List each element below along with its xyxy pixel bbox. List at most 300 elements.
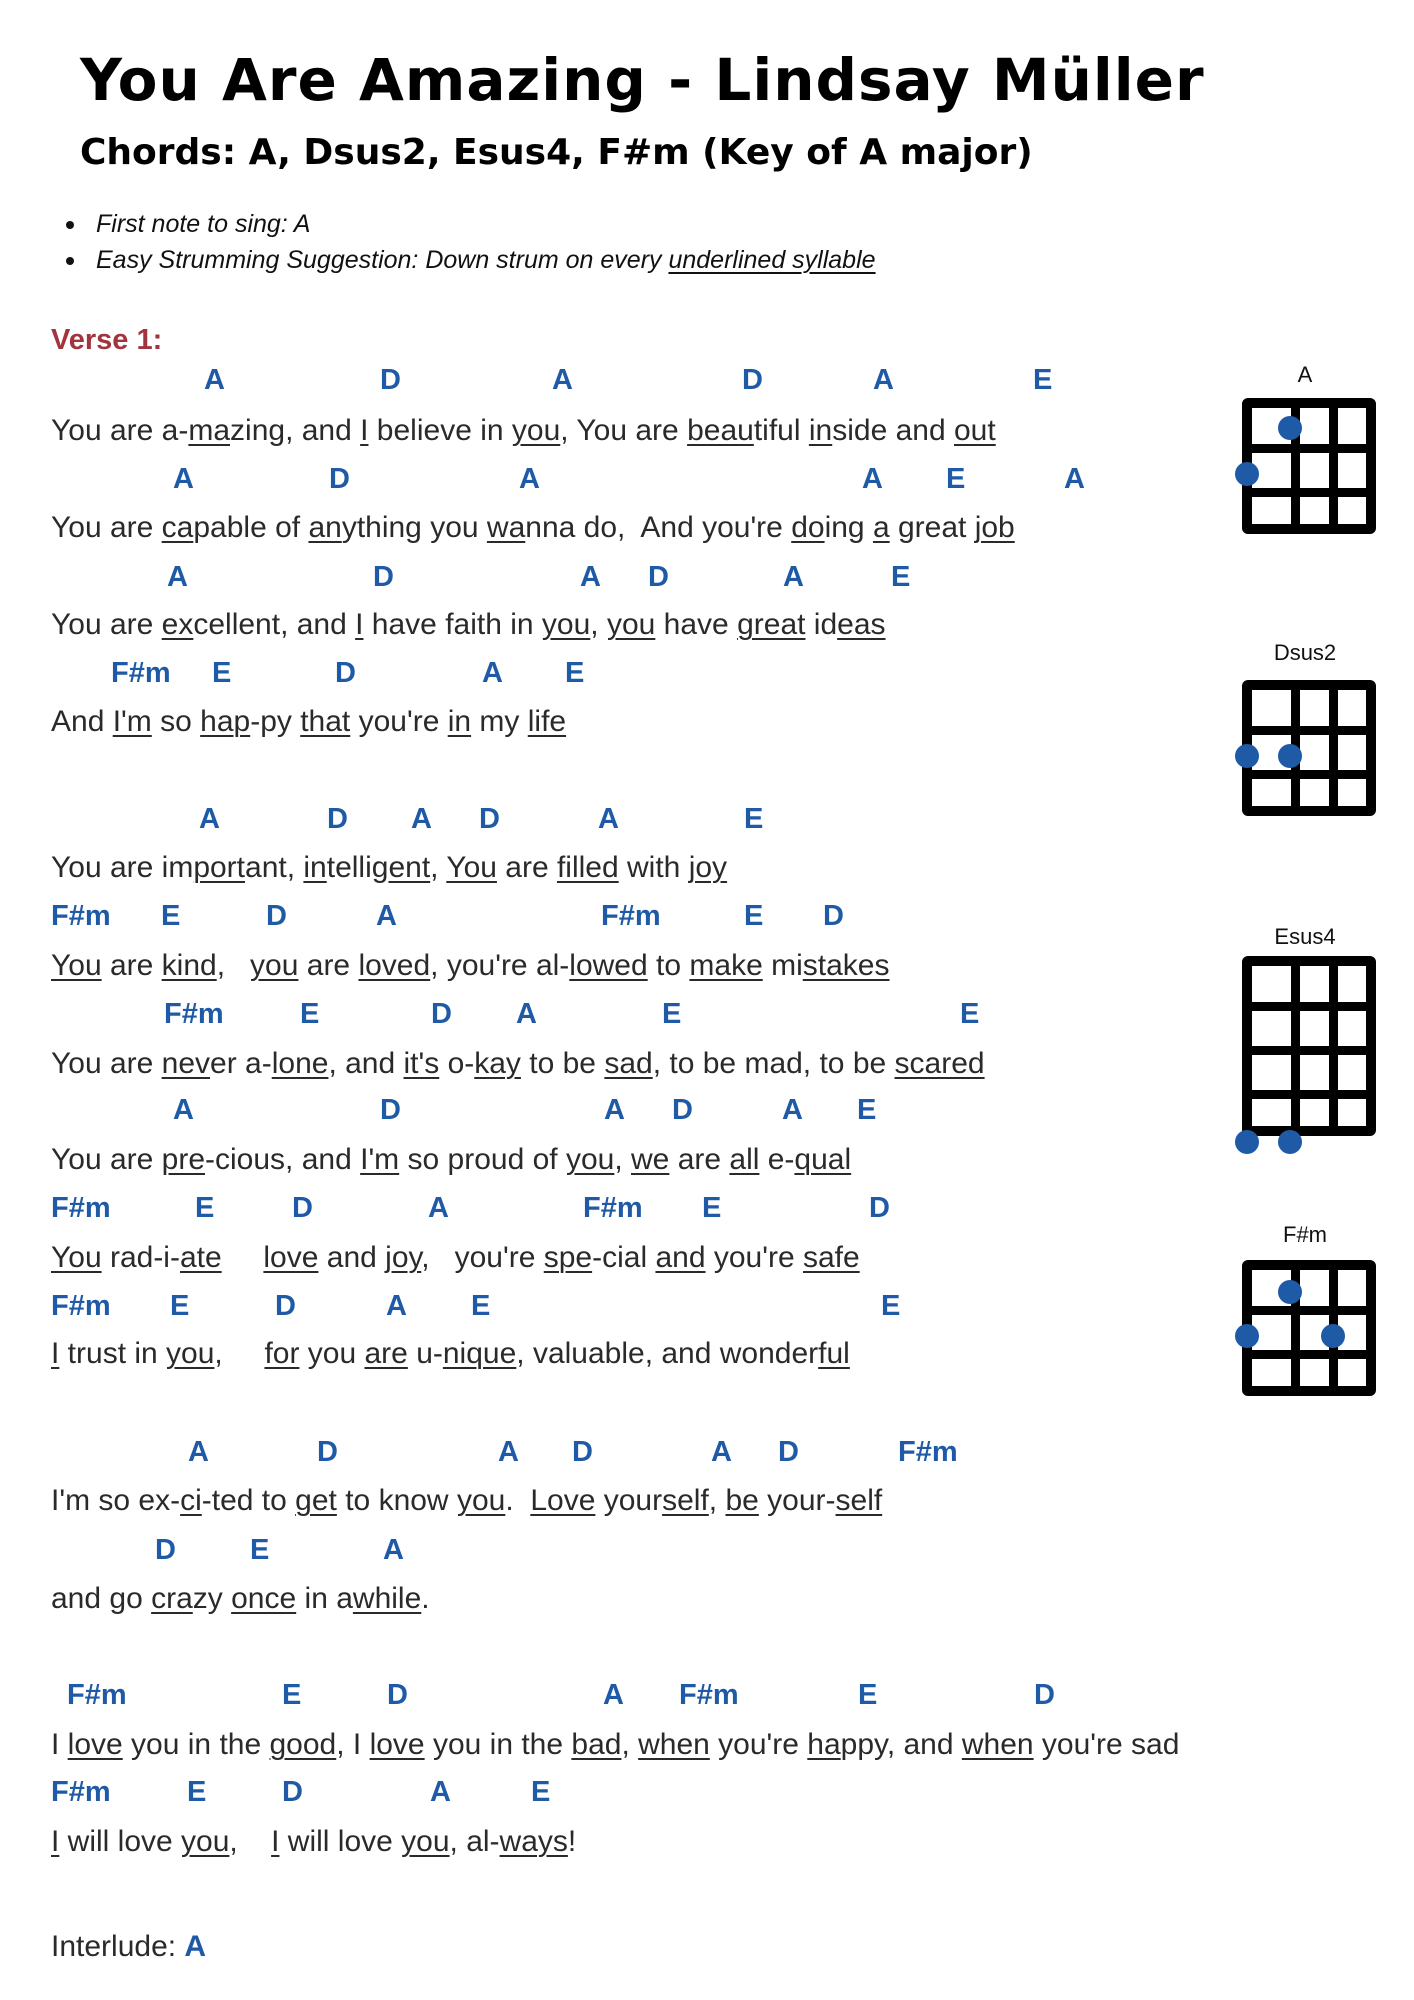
chord-symbol: D	[335, 657, 356, 689]
lyric-line	[51, 414, 996, 448]
chord-row	[0, 900, 1200, 934]
lyric-text: tellig	[326, 851, 389, 884]
strum-underlined-text: underlined syllable	[668, 246, 876, 274]
chord-symbol: E	[662, 998, 682, 1030]
lyric-text: !	[567, 1825, 577, 1858]
lyric-text: .	[505, 1484, 531, 1517]
lyric-text: , I	[336, 1728, 370, 1761]
notes-list	[62, 206, 876, 278]
chord-symbol: E	[282, 1679, 302, 1711]
lyric-text: side and	[832, 414, 954, 447]
chord-symbol: F#m	[111, 657, 171, 689]
strum-syllable: ways	[499, 1825, 568, 1858]
chord-symbol: E	[187, 1776, 207, 1808]
lyric-text: -cial	[592, 1241, 656, 1274]
lyric-text: mi	[762, 949, 803, 982]
strum-syllable: you	[565, 1143, 615, 1176]
song-title: You Are Amazing - Lindsay Müller	[80, 46, 1205, 114]
interlude-chord: A	[184, 1930, 207, 1963]
chord-symbol: A	[498, 1436, 519, 1468]
chord-row	[0, 1094, 1200, 1128]
chord-diagram-label: Esus4	[1274, 924, 1336, 949]
lyric-text: will love	[279, 1825, 402, 1858]
strum-syllable: ful	[818, 1337, 850, 1370]
lyric-text: er a-	[210, 1047, 272, 1080]
strum-syllable: great	[737, 608, 806, 641]
lyric-text: you're sad	[1033, 1728, 1180, 1761]
strum-syllable: be	[725, 1484, 759, 1517]
chord-symbol: A	[598, 803, 619, 835]
lyric-text: I	[51, 1728, 68, 1761]
strum-syllable: bad	[571, 1728, 622, 1761]
finger-dot-icon	[1235, 744, 1259, 768]
chord-symbol: E	[170, 1290, 190, 1322]
lyric-text: zing, and	[230, 414, 361, 447]
lyric-text: ,	[614, 1143, 631, 1176]
strum-syllable: wa	[486, 511, 526, 544]
finger-dot-icon	[1278, 416, 1302, 440]
lyric-text: id	[805, 608, 838, 641]
lyric-text: You are	[51, 1047, 162, 1080]
lyric-text: zy	[192, 1582, 232, 1615]
lyric-text: You are	[51, 1143, 162, 1176]
lyric-line	[51, 1241, 860, 1275]
lyric-line	[51, 1582, 430, 1616]
strum-syllable: in	[808, 414, 833, 447]
chord-symbol: D	[266, 900, 287, 932]
strum-syllable: ha	[807, 1728, 841, 1761]
chord-symbol: E	[250, 1534, 270, 1566]
strum-syllable: you	[606, 608, 656, 641]
chord-symbol: A	[199, 803, 220, 835]
strum-syllable: You	[51, 949, 102, 982]
lyric-text: e-	[759, 1143, 795, 1176]
fretboard-grid-icon	[1242, 1260, 1376, 1396]
chords-subtitle: Chords: A, Dsus2, Esus4, F#m (Key of A major)	[80, 132, 1033, 173]
lyric-text: ppy, and	[840, 1728, 962, 1761]
lyric-text: are	[496, 851, 557, 884]
strum-syllable: do	[791, 511, 825, 544]
strum-syllable: eas	[837, 608, 886, 641]
strum-syllable: scared	[894, 1047, 985, 1080]
strum-syllable: you	[250, 949, 299, 982]
lyric-text: and	[318, 1241, 386, 1274]
strum-syllable: you	[511, 414, 561, 447]
chord-row	[0, 1534, 1200, 1568]
chord-symbol: E	[471, 1290, 491, 1322]
lyric-text: you in the	[122, 1728, 270, 1761]
lyric-text: , you're al-	[430, 949, 570, 982]
lyric-text: you're	[705, 1241, 803, 1274]
strum-syllable: I	[51, 1337, 60, 1370]
lyric-text: ,	[590, 608, 607, 641]
lyric-text: ,	[214, 1337, 265, 1370]
lyric-text: your	[595, 1484, 663, 1517]
chord-symbol: A	[519, 463, 540, 495]
chord-symbol: A	[604, 1094, 625, 1126]
chord-symbol: D	[327, 803, 348, 835]
chord-symbol: A	[386, 1290, 407, 1322]
strum-syllable: stakes	[802, 949, 890, 982]
lyric-line	[51, 608, 886, 642]
lyric-text: ,	[708, 1484, 726, 1517]
strum-syllable: love	[263, 1241, 319, 1274]
lyric-line	[51, 949, 889, 983]
lyric-text: You are	[51, 511, 162, 544]
chord-symbol: E	[881, 1290, 901, 1322]
chord-symbol: D	[823, 900, 844, 932]
lyric-text: your-	[758, 1484, 836, 1517]
chord-symbol: F#m	[601, 900, 661, 932]
lyric-text: and go	[51, 1582, 152, 1615]
chord-symbol: F#m	[164, 998, 224, 1030]
lyric-text: -py	[250, 705, 301, 738]
chord-symbol: D	[155, 1534, 176, 1566]
lyric-text: cellent, and	[193, 608, 356, 641]
lyric-text: are	[101, 949, 162, 982]
strum-syllable: loved	[358, 949, 431, 982]
strum-syllable: kind	[161, 949, 217, 982]
lyric-text: ,	[216, 949, 251, 982]
chord-symbol: F#m	[679, 1679, 739, 1711]
strum-syllable: I'm	[360, 1143, 400, 1176]
chord-symbol: F#m	[898, 1436, 958, 1468]
chord-symbol: D	[778, 1436, 799, 1468]
chord-symbol: A	[783, 561, 804, 593]
chord-symbol: F#m	[51, 1776, 111, 1808]
lyric-text: ,	[621, 1728, 639, 1761]
section-label-verse-1: Verse 1:	[51, 324, 163, 356]
finger-dot-icon	[1235, 1130, 1259, 1154]
finger-dot-icon	[1235, 462, 1259, 486]
strum-syllable: when	[961, 1728, 1034, 1761]
strum-syllable: while	[352, 1582, 422, 1615]
chord-symbol: D	[380, 1094, 401, 1126]
chord-row	[0, 998, 1200, 1032]
chord-diagram-label: F#m	[1283, 1222, 1327, 1247]
lyric-text: ,	[430, 851, 447, 884]
chord-symbol: E	[195, 1192, 215, 1224]
first-note-item	[62, 206, 876, 242]
strum-syllable: you	[456, 1484, 506, 1517]
strum-suggestion-item	[62, 242, 876, 278]
lyric-text: to be	[520, 1047, 605, 1080]
strum-syllable: in	[447, 705, 472, 738]
lyric-line	[51, 705, 566, 739]
chord-symbol: A	[173, 463, 194, 495]
lyric-text: nna do, And you're	[525, 511, 792, 544]
chord-symbol: A	[482, 657, 503, 689]
lyric-text: my	[471, 705, 528, 738]
lyric-text: in a	[296, 1582, 353, 1615]
chord-symbol: A	[1064, 463, 1085, 495]
chord-symbol: A	[383, 1534, 404, 1566]
lyric-text: to	[647, 949, 690, 982]
chord-symbol: D	[292, 1192, 313, 1224]
lyric-text	[222, 1241, 264, 1274]
chord-symbol: A	[411, 803, 432, 835]
lyric-text: You are im	[51, 851, 194, 884]
lyric-line	[51, 851, 727, 885]
chord-symbol: A	[711, 1436, 732, 1468]
lyric-text: , you're	[421, 1241, 544, 1274]
lyric-text: so proud of	[399, 1143, 566, 1176]
strum-syllable: self	[662, 1484, 709, 1517]
strum-syllable: kay	[474, 1047, 521, 1080]
chord-symbol: D	[572, 1436, 593, 1468]
lyric-line	[51, 1484, 882, 1518]
chord-symbol: A	[516, 998, 537, 1030]
lyric-text: you	[299, 1337, 365, 1370]
chord-symbol: D	[648, 561, 669, 593]
chord-symbol: D	[317, 1436, 338, 1468]
lyric-text: I'm so ex-	[51, 1484, 181, 1517]
strum-syllable: I'm	[112, 705, 152, 738]
chord-symbol: F#m	[67, 1679, 127, 1711]
chord-symbol: E	[744, 900, 764, 932]
lyric-line	[51, 1728, 1179, 1762]
strum-syllable: filled	[556, 851, 619, 884]
chord-row	[0, 364, 1200, 398]
chord-symbol: D	[742, 364, 763, 396]
chord-diagram-label: A	[1297, 362, 1313, 387]
lyric-text: great	[889, 511, 975, 544]
strum-syllable: job	[974, 511, 1015, 544]
strum-syllable: ma	[188, 414, 231, 447]
chord-symbol: E	[161, 900, 181, 932]
lyric-text: ,	[229, 1825, 272, 1858]
strum-syllable: get	[295, 1484, 337, 1517]
finger-dot-icon	[1235, 1324, 1259, 1348]
finger-dot-icon	[1278, 744, 1302, 768]
strum-syllable: hap	[200, 705, 251, 738]
chord-symbol: D	[373, 561, 394, 593]
lyric-text: -cious, and	[205, 1143, 361, 1176]
strum-syllable: I	[360, 414, 369, 447]
strum-syllable: pre	[161, 1143, 206, 1176]
fretboard-grid-icon	[1242, 956, 1376, 1136]
chord-symbol: E	[858, 1679, 878, 1711]
interlude-line	[51, 1930, 206, 1964]
chord-symbol: A	[552, 364, 573, 396]
strum-syllable: ex	[161, 608, 194, 641]
lyric-text: have faith in	[363, 608, 542, 641]
strum-syllable: Love	[530, 1484, 596, 1517]
lyric-text: so	[151, 705, 201, 738]
chord-symbol: E	[891, 561, 911, 593]
chord-symbol: E	[300, 998, 320, 1030]
lyric-text: , valuable, and wonder	[516, 1337, 819, 1370]
chord-symbol: D	[869, 1192, 890, 1224]
chord-symbol: D	[479, 803, 500, 835]
strum-syllable: lone	[271, 1047, 329, 1080]
strum-syllable: love	[369, 1728, 425, 1761]
chord-symbol: E	[565, 657, 585, 689]
chord-symbol: A	[376, 900, 397, 932]
strum-syllable: you	[401, 1825, 450, 1858]
chord-row	[0, 1290, 1200, 1324]
lyric-text: ything you	[341, 511, 487, 544]
chord-symbol: A	[428, 1192, 449, 1224]
strum-syllable: and	[655, 1241, 706, 1274]
lyric-text: ing	[824, 511, 873, 544]
chord-symbol: D	[329, 463, 350, 495]
chord-symbol: F#m	[51, 1192, 111, 1224]
interlude-label: Interlude:	[51, 1930, 185, 1963]
chord-row	[0, 561, 1200, 595]
lyric-line	[51, 1825, 576, 1859]
strum-syllable: nique	[442, 1337, 517, 1370]
strum-syllable: cra	[151, 1582, 193, 1615]
chord-symbol: D	[380, 364, 401, 396]
chord-symbol: E	[702, 1192, 722, 1224]
lyric-text: , and	[328, 1047, 404, 1080]
strum-syllable: ate	[179, 1241, 222, 1274]
chord-symbol: A	[603, 1679, 624, 1711]
chord-symbol: E	[857, 1094, 877, 1126]
chord-row	[0, 1776, 1200, 1810]
strum-syllable: a	[872, 511, 890, 544]
chord-symbol: D	[431, 998, 452, 1030]
strum-syllable: I	[271, 1825, 280, 1858]
strum-syllable: self	[835, 1484, 883, 1517]
lyric-text: -ted to	[201, 1484, 296, 1517]
chord-row	[0, 657, 1200, 691]
chord-symbol: F#m	[583, 1192, 643, 1224]
chord-symbol: D	[282, 1776, 303, 1808]
lyric-text: are	[669, 1143, 730, 1176]
chord-symbol: F#m	[51, 900, 111, 932]
lyric-text: you in the	[424, 1728, 572, 1761]
lyric-text: , to be mad, to be	[652, 1047, 895, 1080]
strum-syllable: all	[729, 1143, 760, 1176]
strum-syllable: You	[51, 1241, 102, 1274]
chord-symbol: A	[782, 1094, 803, 1126]
lyric-text: tiful	[753, 414, 809, 447]
strum-syllable: that	[300, 705, 351, 738]
strum-syllable: when	[638, 1728, 710, 1761]
lyric-text: believe in	[368, 414, 512, 447]
finger-dot-icon	[1278, 1280, 1302, 1304]
strum-syllable: I	[51, 1825, 60, 1858]
fretboard-grid-icon	[1242, 398, 1376, 534]
lyric-text: .	[421, 1582, 430, 1615]
strum-syllable: sad	[604, 1047, 653, 1080]
chord-row	[0, 1192, 1200, 1226]
lyric-line	[51, 511, 1015, 545]
chord-row	[0, 1436, 1200, 1470]
chord-symbol: A	[862, 463, 883, 495]
lyric-text: will love	[59, 1825, 182, 1858]
strum-syllable: joy	[385, 1241, 422, 1274]
strum-syllable: in	[303, 851, 327, 884]
chord-symbol: A	[167, 561, 188, 593]
strum-syllable: it's	[403, 1047, 440, 1080]
strum-syllable: you	[181, 1825, 230, 1858]
chord-symbol: E	[960, 998, 980, 1030]
lyric-text: u-	[407, 1337, 443, 1370]
lyric-text: rad-i-	[101, 1241, 180, 1274]
chord-row	[0, 1679, 1200, 1713]
strum-syllable: beau	[687, 414, 754, 447]
chord-symbol: E	[531, 1776, 551, 1808]
strum-syllable: You	[446, 851, 497, 884]
chord-symbol: D	[275, 1290, 296, 1322]
strum-syllable: once	[231, 1582, 297, 1615]
strum-syllable: ent	[388, 851, 431, 884]
strum-syllable: nev	[161, 1047, 211, 1080]
strum-syllable: joy	[688, 851, 728, 884]
lyric-text: o-	[439, 1047, 475, 1080]
chord-symbol: D	[672, 1094, 693, 1126]
lyric-text: pable of	[193, 511, 309, 544]
lyric-text: You are	[51, 608, 162, 641]
strum-syllable: out	[953, 414, 996, 447]
strum-syllable: lowed	[569, 949, 648, 982]
strum-syllable: love	[67, 1728, 123, 1761]
lyric-line	[51, 1143, 851, 1177]
strum-syllable: you	[166, 1337, 215, 1370]
strum-syllable: spe	[543, 1241, 593, 1274]
chord-symbol: E	[1033, 364, 1053, 396]
lyric-line	[51, 1337, 850, 1371]
lyric-text: are	[298, 949, 359, 982]
lyric-line	[51, 1047, 985, 1081]
strum-syllable: qual	[794, 1143, 852, 1176]
strum-syllable: good	[269, 1728, 337, 1761]
chord-symbol: F#m	[51, 1290, 111, 1322]
strum-syllable: we	[631, 1143, 670, 1176]
lyric-text: ant,	[245, 851, 304, 884]
strum-syllable: you	[541, 608, 591, 641]
chord-symbol: A	[188, 1436, 209, 1468]
strum-syllable: safe	[802, 1241, 860, 1274]
chord-symbol: A	[430, 1776, 451, 1808]
strum-syllable: make	[689, 949, 763, 982]
strum-syllable: are	[364, 1337, 408, 1370]
finger-dot-icon	[1278, 1130, 1302, 1154]
chord-row	[0, 803, 1200, 837]
chord-symbol: A	[173, 1094, 194, 1126]
chord-row	[0, 463, 1200, 497]
strum-syllable: port	[193, 851, 246, 884]
lyric-text: have	[655, 608, 738, 641]
chord-diagram-label: Dsus2	[1273, 640, 1337, 665]
chord-symbol: A	[873, 364, 894, 396]
strum-suggestion-text: Easy Strumming Suggestion: Down strum on every	[96, 246, 669, 274]
chord-symbol: D	[1034, 1679, 1055, 1711]
chord-symbol: D	[387, 1679, 408, 1711]
strum-syllable: ca	[161, 511, 194, 544]
finger-dot-icon	[1321, 1324, 1345, 1348]
first-note-text: First note to sing: A	[96, 210, 311, 238]
chord-symbol: E	[946, 463, 966, 495]
strum-syllable: an	[308, 511, 342, 544]
strum-syllable: I	[355, 608, 364, 641]
chord-symbol: A	[204, 364, 225, 396]
strum-syllable: ci	[180, 1484, 202, 1517]
lyric-text: And	[51, 705, 113, 738]
strum-syllable: for	[264, 1337, 300, 1370]
lyric-text: trust in	[59, 1337, 167, 1370]
lyric-text: , al-	[449, 1825, 500, 1858]
lyric-text: you're	[709, 1728, 808, 1761]
lyric-text: , You are	[560, 414, 688, 447]
chord-symbol: E	[744, 803, 764, 835]
lyric-text: you're	[350, 705, 448, 738]
lyric-text: to know	[336, 1484, 457, 1517]
fretboard-grid-icon	[1242, 680, 1376, 816]
